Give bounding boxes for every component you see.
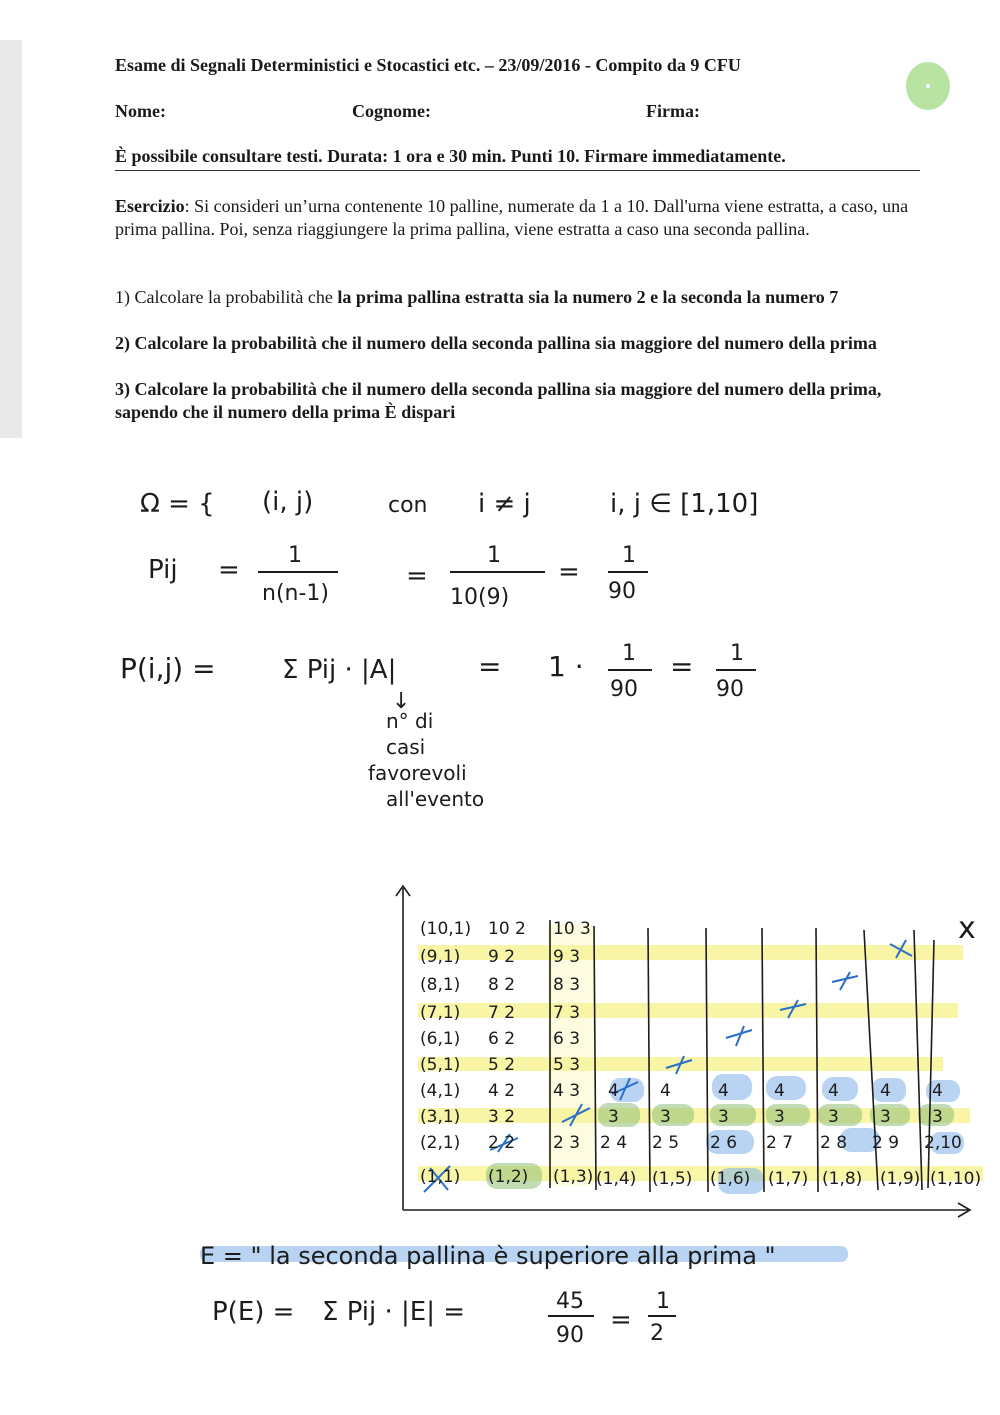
grid-cell-col3-2: 8 3	[553, 975, 581, 995]
one-times: 1 ·	[548, 650, 584, 683]
grid-cell-col3-1: 9 3	[553, 947, 581, 967]
grid-cell-col1-5: (5,1)	[420, 1055, 461, 1075]
exercise-body: : Si consideri un’urna contenente 10 palline, numerate da 1 a 10. Dall'urna viene estratta, a caso, una prima pallina. Poi, senza riaggiungere la prima pallina, viene estratta a caso una seconda pallina.	[115, 196, 909, 239]
grid-cell-col3-4: 6 3	[553, 1029, 581, 1049]
omega-pair: (i, j)	[262, 487, 314, 517]
grid-cell-col3-7: 2 3	[553, 1133, 581, 1153]
grid-cell-col2-6: 4 2	[488, 1081, 516, 1101]
note-arrow: ↓	[392, 689, 411, 714]
grid-cell-col2-2: 8 2	[488, 975, 516, 995]
grid-cell-col1-7: (3,1)	[420, 1107, 461, 1127]
blob-3-6	[710, 1104, 756, 1126]
grid-cell-row2-4: 2 8	[820, 1133, 848, 1153]
sum-expression: Σ Pij · |A|	[282, 655, 397, 685]
blob-3-7	[766, 1104, 810, 1126]
pe-lhs: P(E) =	[212, 1297, 295, 1327]
grid-cell-col2-7: 3 2	[488, 1107, 516, 1127]
grid-cell-row1-1: (1,5)	[652, 1169, 693, 1189]
grid-cell-row2-1: 2 5	[652, 1133, 680, 1153]
grid-cell-row3-1: 3	[660, 1107, 671, 1127]
pe-res-den: 2	[650, 1321, 664, 1346]
grid-cell-row4-3: 4	[774, 1081, 785, 1101]
grid-cell-row3-3: 3	[774, 1107, 785, 1127]
grid-cell-row3-4: 3	[828, 1107, 839, 1127]
grid-cell-col2-4: 6 2	[488, 1029, 516, 1049]
grid-cell-col2-3: 7 2	[488, 1003, 516, 1023]
grid-cell-col2-1: 9 2	[488, 947, 516, 967]
grid-cell-row4-5: 4	[880, 1081, 891, 1101]
pij-formula	[148, 543, 648, 610]
note-line-4: all'evento	[386, 787, 485, 811]
grid-cell-col2-8: 2 2	[488, 1133, 516, 1153]
grid-cell-row4-6: 4	[932, 1081, 943, 1101]
event-text: E = " la seconda pallina è superiore alla prima "	[200, 1242, 776, 1270]
sum-num-2: 1	[730, 641, 744, 666]
pe-formula	[212, 1289, 676, 1348]
sum-den-2: 90	[716, 677, 744, 702]
grid-cell-col3-0: 10 3	[553, 919, 591, 939]
x-axis-label: x	[958, 911, 976, 946]
grid-cell-col1-8: (2,1)	[420, 1133, 461, 1153]
favorable-cases-note	[368, 689, 484, 811]
pe-sum: Σ Pij · |E| =	[322, 1297, 466, 1327]
grid-cell-row3-6: 3	[932, 1107, 943, 1127]
pe-res-num: 1	[656, 1289, 670, 1314]
p-ij-lhs: P(i,j) =	[120, 652, 216, 685]
grid-cell-col3-6: 4 3	[553, 1081, 581, 1101]
pij-sum-formula	[120, 641, 756, 702]
sum-den-1: 90	[610, 677, 638, 702]
grid-cell-col3-5: 5 3	[553, 1055, 581, 1075]
grid-cell-col1-0: (10,1)	[420, 919, 472, 939]
grid-cell-col1-4: (6,1)	[420, 1029, 461, 1049]
grid-cell-row2-2: 2 6	[710, 1133, 738, 1153]
grid-cell-row2-0: 2 4	[600, 1133, 628, 1153]
grid-cell-row3-0: 3	[608, 1107, 619, 1127]
pij-label: Pij	[148, 555, 178, 585]
pij-num-2: 1	[487, 543, 501, 568]
grid-cell-col2-9: (1,2)	[488, 1167, 529, 1187]
note-line-3: favorevoli	[368, 761, 467, 785]
pe-den: 90	[556, 1323, 584, 1348]
omega-con: con	[388, 493, 428, 518]
grid-cell-col3-8: (1,3)	[553, 1167, 594, 1187]
grid-cell-row1-2: (1,6)	[710, 1169, 751, 1189]
grid-cell-col1-3: (7,1)	[420, 1003, 461, 1023]
question-1-bold: la prima pallina estratta sia la numero 2 e la seconda la numero 7	[337, 287, 839, 307]
event-definition	[200, 1242, 776, 1270]
blob-3-5	[652, 1104, 694, 1126]
grid-cell-row2-6: 2,10	[924, 1133, 962, 1153]
note-line-2: casi	[386, 735, 426, 759]
pij-num-3: 1	[622, 543, 636, 568]
grid-cell-row1-5: (1,9)	[880, 1169, 921, 1189]
firma-label: Firma:	[646, 101, 700, 121]
grid-cell-col2-0: 10 2	[488, 919, 526, 939]
grid-cell-row1-3: (1,7)	[768, 1169, 809, 1189]
grid-cell-row2-3: 2 7	[766, 1133, 794, 1153]
sum-eq-2: =	[670, 650, 694, 683]
question-2: 2) Calcolare la probabilità che il numero della seconda pallina sia maggiore del numero della prima	[115, 333, 877, 353]
pij-eq-1: =	[218, 555, 240, 585]
grid-cell-col1-9: (1,1)	[420, 1167, 461, 1187]
blob-4-7	[766, 1076, 806, 1100]
pe-eq: =	[610, 1305, 632, 1335]
grid-cell-row3-2: 3	[718, 1107, 729, 1127]
omega-neq: i ≠ j	[478, 489, 531, 519]
sum-num-1: 1	[622, 641, 636, 666]
grid-cell-col1-6: (4,1)	[420, 1081, 461, 1101]
grid-cell-col1-1: (9,1)	[420, 947, 461, 967]
grid-cell-col2-5: 5 2	[488, 1055, 516, 1075]
pij-eq-2: =	[406, 561, 428, 591]
grid-cell-row4-2: 4	[718, 1081, 729, 1101]
grid-cell-row1-0: (1,4)	[596, 1169, 637, 1189]
omega-lhs: Ω = {	[140, 489, 215, 519]
question-3: 3) Calcolare la probabilità che il numero della seconda pallina sia maggiore del numero della prima, sapendo che il numero della prima È dispari	[115, 379, 882, 422]
grid-cell-col1-2: (8,1)	[420, 975, 461, 995]
omega-definition	[140, 487, 758, 519]
exam-rules: È possibile consultare testi. Durata: 1 ora e 30 min. Punti 10. Firmare immediatamente.	[115, 145, 920, 171]
grid-cell-row4-1: 4	[660, 1081, 671, 1101]
sum-eq-1: =	[478, 650, 502, 683]
grid-cell-row1-6: (1,10)	[930, 1169, 982, 1189]
exam-title: Esame di Segnali Deterministici e Stocastici etc. – 23/09/2016 - Compito da 9 CFU	[115, 55, 741, 75]
grid-cell-row3-5: 3	[880, 1107, 891, 1127]
pe-num: 45	[556, 1289, 584, 1314]
pij-eq-3: =	[558, 557, 580, 587]
grid-cell-col3-3: 7 3	[553, 1003, 581, 1023]
grid-cell-row4-4: 4	[828, 1081, 839, 1101]
pij-den-2: 10(9)	[450, 585, 510, 610]
exercise-label: Esercizio	[115, 196, 185, 216]
grid-cell-row2-5: 2 9	[872, 1133, 900, 1153]
blob-3-8	[818, 1104, 862, 1126]
note-line-1: n° di	[386, 709, 434, 733]
pij-num-1: 1	[288, 543, 302, 568]
nome-label: Nome:	[115, 101, 166, 121]
omega-range: i, j ∈ [1,10]	[610, 489, 759, 519]
blob-3-4	[598, 1103, 640, 1127]
pij-den-1: n(n-1)	[262, 581, 329, 606]
grid-cell-row1-4: (1,8)	[822, 1169, 863, 1189]
pij-den-3: 90	[608, 579, 636, 604]
grid-cell-row4-0: 4	[608, 1081, 619, 1101]
question-1-plain: 1) Calcolare la probabilità che	[115, 287, 338, 307]
cognome-label: Cognome:	[352, 101, 431, 121]
